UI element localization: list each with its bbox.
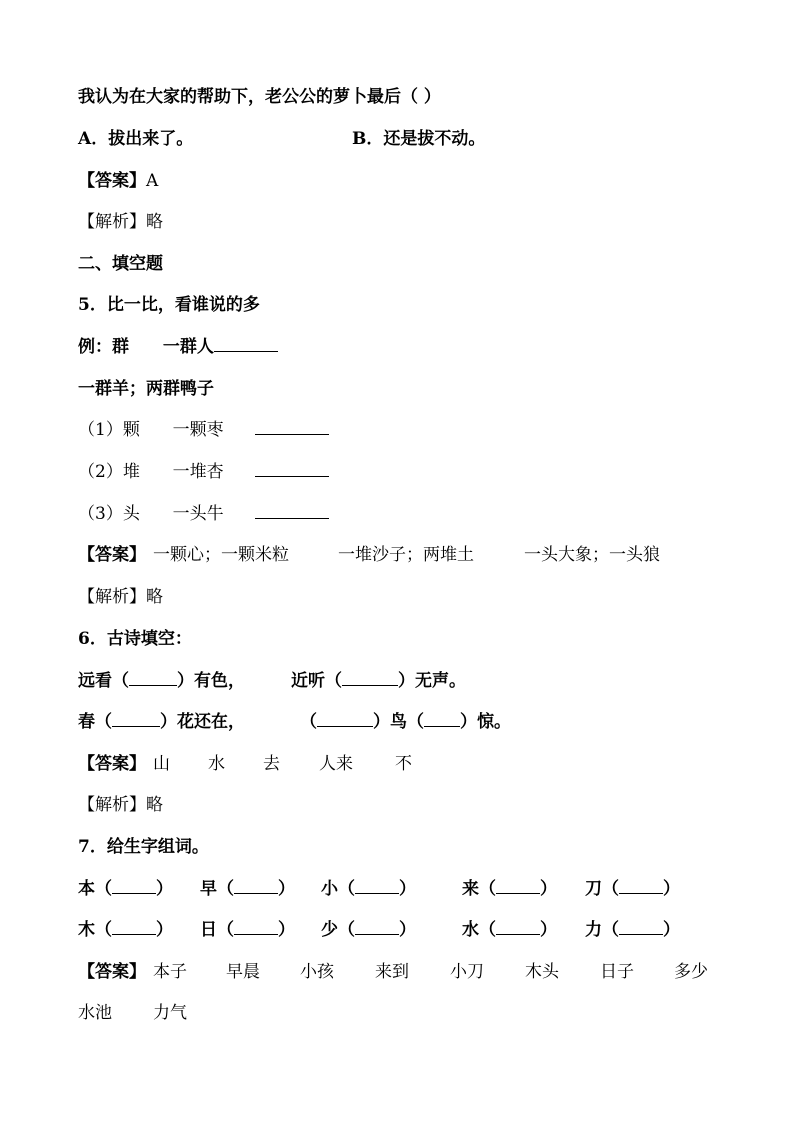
- analysis-tag: 【解析】: [78, 212, 146, 232]
- poem-text: 近听（: [291, 671, 342, 691]
- q7-answer-word: 力气: [153, 1003, 187, 1023]
- q5-item-word: 一头牛: [172, 504, 224, 524]
- q7-answer-word: 本子: [153, 962, 187, 982]
- word-blank[interactable]: [619, 920, 663, 935]
- q5-analysis: 略: [146, 587, 163, 607]
- poem-text: （: [300, 712, 317, 732]
- q4-answer-row: [78, 170, 158, 192]
- char: 来: [462, 879, 479, 899]
- q6-answer-part: 不: [395, 754, 412, 774]
- q5-title: 5．比一比，看谁说的多: [78, 295, 260, 315]
- word-blank[interactable]: [112, 879, 156, 894]
- analysis-tag: 【解析】: [78, 587, 146, 607]
- q7-cell: 水（ ）: [462, 920, 557, 940]
- word-blank[interactable]: [496, 879, 540, 894]
- q7-cell: 木（ ）: [78, 920, 173, 940]
- poem-text: 远看（: [78, 671, 129, 691]
- q5-item-word: 一堆杏: [172, 462, 224, 482]
- q5-answer-row: [78, 544, 146, 566]
- q7-answer-word: 日子: [600, 962, 634, 982]
- char: 木: [78, 920, 95, 940]
- q6-line-1: [78, 670, 245, 692]
- q5-item-num: （2）堆: [78, 462, 140, 482]
- poem-text: ）无声。: [398, 671, 466, 691]
- q6-answer-part: 人来: [319, 754, 353, 774]
- q5-item-word: 一颗枣: [172, 420, 224, 440]
- word-blank[interactable]: [496, 920, 540, 935]
- q7-cell: 早（ ）: [200, 879, 295, 899]
- q7-answer-word: 小孩: [300, 962, 334, 982]
- q5-answer-part: 一颗心；一颗米粒: [153, 545, 289, 565]
- q7-cell: 本（ ）: [78, 879, 173, 899]
- answer-blank[interactable]: [255, 504, 329, 519]
- char: 力: [585, 920, 602, 940]
- char: 刀: [585, 879, 602, 899]
- char: 早: [200, 879, 217, 899]
- word-blank[interactable]: [619, 879, 663, 894]
- char: 小: [321, 879, 338, 899]
- q4-answer: A: [146, 171, 159, 191]
- char: 本: [78, 879, 95, 899]
- poem-blank[interactable]: [424, 712, 460, 727]
- q4-option-a: A．拔出来了。: [78, 129, 194, 149]
- q4-stem: 我认为在大家的帮助下，老公公的萝卜最后（ ）: [78, 87, 441, 107]
- q4-analysis: 略: [146, 212, 163, 232]
- q7-title: 7．给生字组词。: [78, 837, 209, 857]
- q6-answer-part: 水: [208, 754, 225, 774]
- q6-line-1-second: [291, 670, 466, 692]
- q7-answer-word: 小刀: [450, 962, 484, 982]
- q7-cell: 来（ ）: [462, 879, 557, 899]
- q5-item-1: [78, 419, 224, 441]
- word-blank[interactable]: [112, 920, 156, 935]
- poem-text: 春（: [78, 712, 112, 732]
- poem-text: ）鸟（: [373, 712, 424, 732]
- word-blank[interactable]: [234, 920, 278, 935]
- q5-answer-part: 一堆沙子；两堆土: [338, 545, 474, 565]
- char: 少: [321, 920, 338, 940]
- poem-blank[interactable]: [112, 712, 160, 727]
- section-title: 二、填空题: [78, 254, 163, 274]
- q5-example: [78, 336, 278, 358]
- q5-answer-part: 一头大象；一头狼: [524, 545, 660, 565]
- poem-text: ）花还在，: [160, 712, 245, 732]
- poem-text: ）有色，: [177, 671, 245, 691]
- q5-item-num: （3）头: [78, 504, 140, 524]
- q7-cell: 刀（ ）: [585, 879, 680, 899]
- word-blank[interactable]: [234, 879, 278, 894]
- char: 水: [462, 920, 479, 940]
- char: 日: [200, 920, 217, 940]
- q6-answer-part: 去: [263, 754, 280, 774]
- q6-title: 6．古诗填空：: [78, 629, 192, 649]
- word-blank[interactable]: [355, 920, 399, 935]
- q7-answer-row: [78, 961, 146, 983]
- answer-tag: 【答案】: [78, 545, 146, 565]
- q6-line-2: [78, 711, 245, 733]
- q7-cell: 日（ ）: [200, 920, 295, 940]
- q4-option-b: B．还是拔不动。: [352, 129, 486, 149]
- q6-answer-part: 山: [153, 754, 170, 774]
- q5-example-answer: 一群羊；两群鸭子: [78, 379, 214, 399]
- q7-cell: 力（ ）: [585, 920, 680, 940]
- q5-example-label: 例：群: [78, 337, 129, 357]
- analysis-tag: 【解析】: [78, 795, 146, 815]
- q7-answer-word: 水池: [78, 1003, 112, 1023]
- q7-answer-word: 早晨: [226, 962, 260, 982]
- q6-analysis: 略: [146, 795, 163, 815]
- q5-item-3: [78, 503, 224, 525]
- answer-blank[interactable]: [255, 462, 329, 477]
- q6-answer-row: [78, 753, 146, 775]
- q5-example-word: 一群人: [162, 337, 214, 357]
- answer-blank[interactable]: [255, 420, 329, 435]
- q6-analysis-row: [78, 794, 163, 816]
- q6-line-2-second: [300, 711, 511, 733]
- poem-blank[interactable]: [342, 671, 398, 686]
- q7-answer-word: 多少: [674, 962, 708, 982]
- answer-tag: 【答案】: [78, 754, 146, 774]
- answer-tag: 【答案】: [78, 171, 146, 191]
- poem-blank[interactable]: [129, 671, 177, 686]
- q7-cell: 小（ ）: [321, 879, 416, 899]
- word-blank[interactable]: [355, 879, 399, 894]
- q4-analysis-row: [78, 211, 163, 233]
- q5-analysis-row: [78, 586, 163, 608]
- poem-blank[interactable]: [317, 712, 373, 727]
- q7-cell: 少（ ）: [321, 920, 416, 940]
- q7-answer-word: 来到: [375, 962, 409, 982]
- q5-item-num: （1）颗: [78, 420, 140, 440]
- answer-tag: 【答案】: [78, 962, 146, 982]
- q7-answer-word: 木头: [525, 962, 559, 982]
- poem-text: ）惊。: [460, 712, 511, 732]
- q5-item-2: [78, 461, 224, 483]
- answer-blank[interactable]: [214, 337, 278, 352]
